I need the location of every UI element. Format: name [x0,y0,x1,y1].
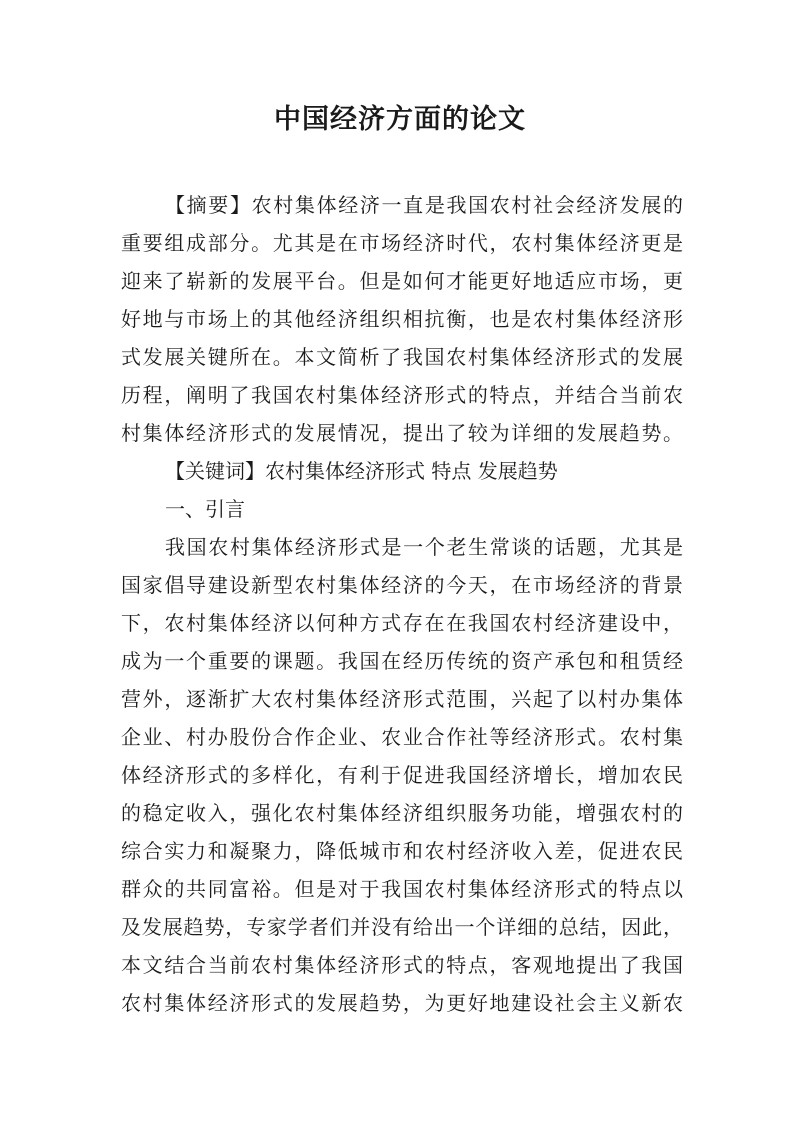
document-body [121,186,683,1022]
intro-line: 综合实力和凝聚力，降低城市和农村经济收入差，促进农民 [121,839,683,863]
intro-line: 营外，逐渐扩大农村集体经济形式范围，兴起了以村办集体 [121,687,683,711]
abstract-line: 式发展关键所在。本文简析了我国农村集体经济形式的发展 [121,345,683,369]
intro-line: 国家倡导建设新型农村集体经济的今天，在市场经济的背景 [121,573,683,597]
document-title: 中国经济方面的论文 [274,104,526,135]
intro-line: 的稳定收入，强化农村集体经济组织服务功能，增强农村的 [121,801,683,825]
abstract-paragraph [121,186,683,452]
intro-line: 企业、村办股份合作企业、农业合作社等经济形式。农村集 [121,725,683,749]
abstract-line: 【摘要】农村集体经济一直是我国农村社会经济发展的 [165,193,683,217]
intro-line: 体经济形式的多样化，有利于促进我国经济增长，增加农民 [121,763,683,787]
abstract-line: 历程，阐明了我国农村集体经济形式的特点，并结合当前农 [121,383,683,407]
intro-line: 农村集体经济形式的发展趋势，为更好地建设社会主义新农 [121,991,683,1015]
section-heading: 一、引言 [165,497,245,521]
abstract-line: 村集体经济形式的发展情况，提出了较为详细的发展趋势。 [121,421,683,445]
abstract-line: 好地与市场上的其他经济组织相抗衡，也是农村集体经济形 [121,307,683,331]
intro-line: 本文结合当前农村集体经济形式的特点，客观地提出了我国 [121,953,683,977]
intro-line: 及发展趋势，专家学者们并没有给出一个详细的总结，因此， [121,915,683,939]
keywords-line: 【关键词】农村集体经济形式 特点 发展趋势 [165,459,558,483]
abstract-line: 迎来了崭新的发展平台。但是如何才能更好地适应市场，更 [121,269,683,293]
intro-line: 成为一个重要的课题。我国在经历传统的资产承包和租赁经 [121,649,683,673]
abstract-line: 重要组成部分。尤其是在市场经济时代，农村集体经济更是 [121,231,683,255]
intro-line: 我国农村集体经济形式是一个老生常谈的话题，尤其是 [165,535,683,559]
intro-paragraph [121,528,683,1022]
intro-line: 群众的共同富裕。但是对于我国农村集体经济形式的特点以 [121,877,683,901]
intro-line: 下，农村集体经济以何种方式存在在我国农村经济建设中， [121,611,683,635]
